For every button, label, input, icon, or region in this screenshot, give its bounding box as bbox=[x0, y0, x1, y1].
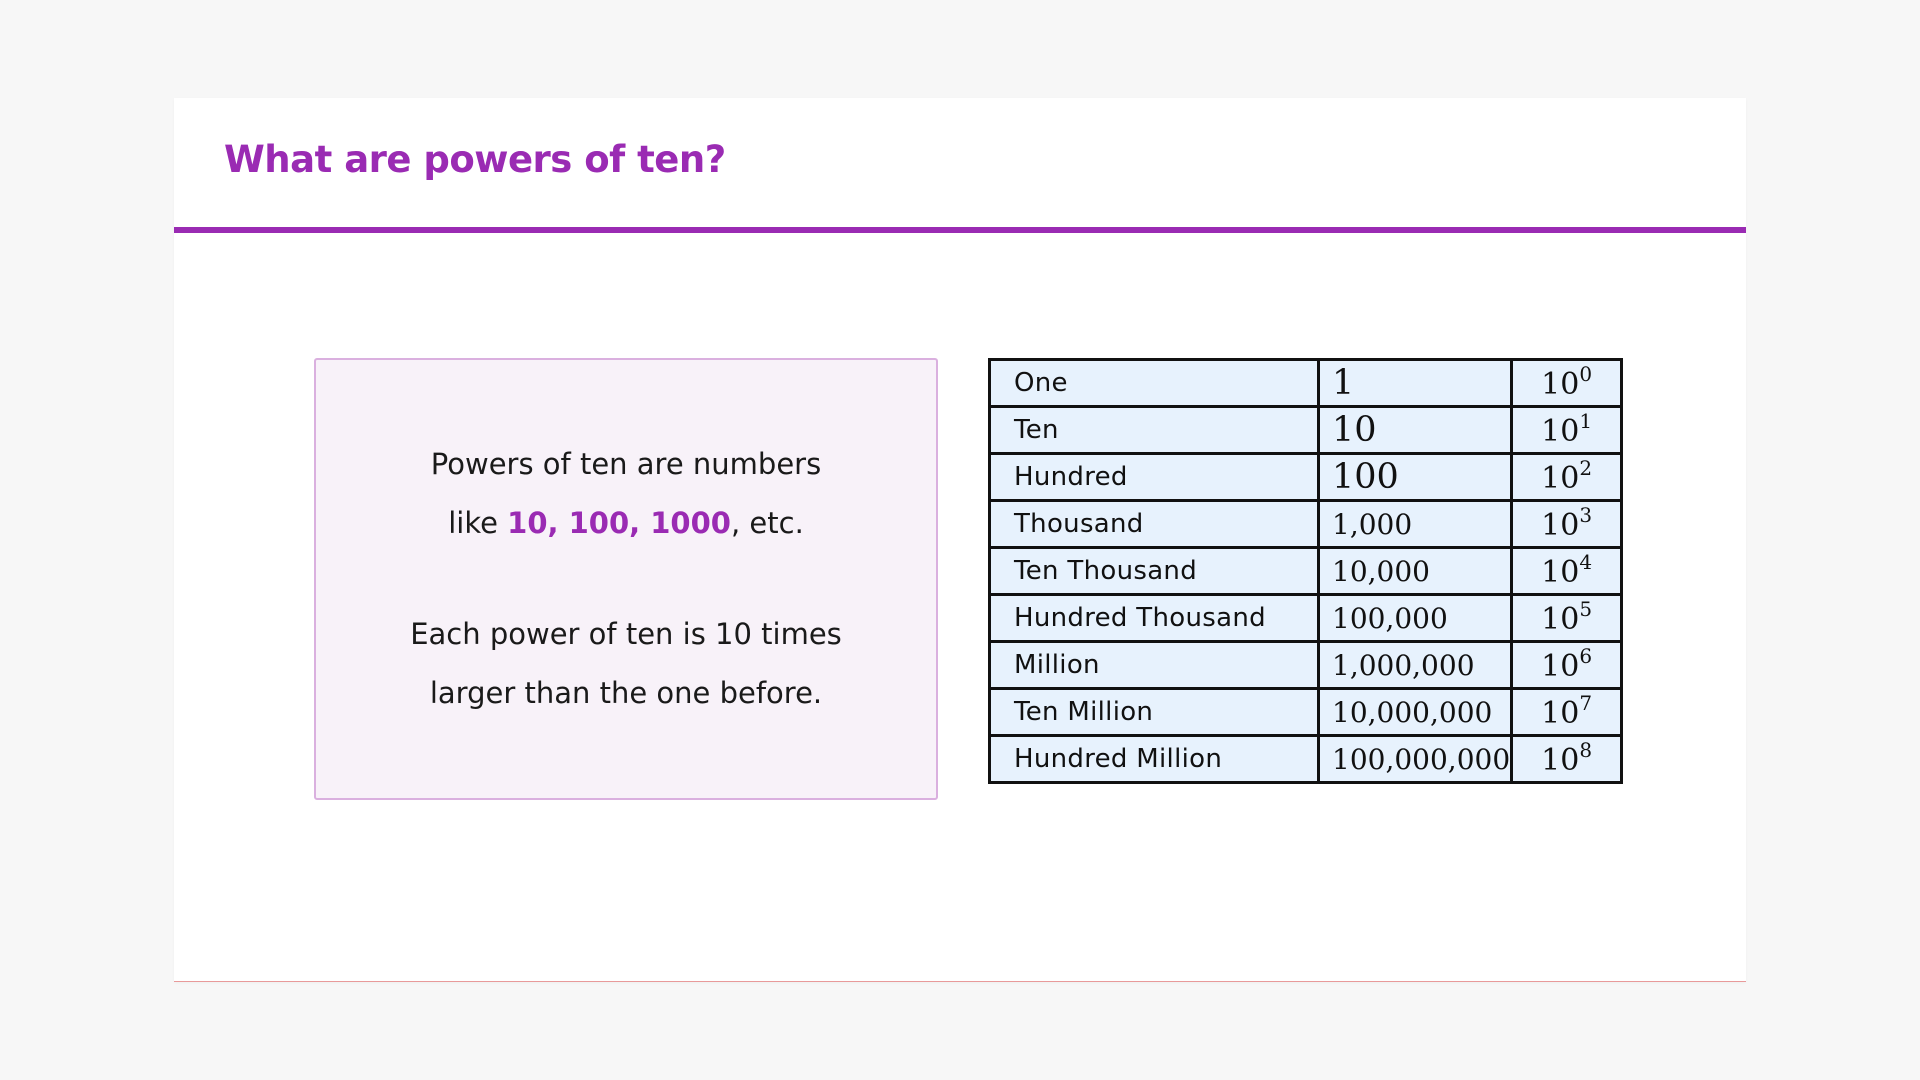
row-name: Hundred Thousand bbox=[990, 595, 1319, 642]
row-name: Ten bbox=[990, 407, 1319, 454]
info-line-2-prefix: like bbox=[448, 506, 508, 540]
power-base: 10 bbox=[1541, 602, 1580, 637]
table-row bbox=[990, 736, 1622, 783]
info-box bbox=[314, 358, 938, 800]
power-exponent: 0 bbox=[1579, 362, 1593, 386]
power-exponent: 5 bbox=[1579, 597, 1593, 621]
table-row bbox=[990, 454, 1622, 501]
power-base: 10 bbox=[1541, 649, 1580, 684]
info-line-1: Powers of ten are numbers bbox=[430, 447, 822, 481]
row-name: Hundred Million bbox=[990, 736, 1319, 783]
row-value: 10 bbox=[1319, 407, 1512, 454]
info-line-4: larger than the one before. bbox=[429, 676, 823, 710]
table-row bbox=[990, 642, 1622, 689]
slide-title: What are powers of ten? bbox=[224, 138, 726, 181]
row-name: Ten Thousand bbox=[990, 548, 1319, 595]
row-value: 1 bbox=[1319, 360, 1512, 407]
slide bbox=[174, 98, 1746, 982]
table-row bbox=[990, 595, 1622, 642]
row-power bbox=[1512, 360, 1622, 407]
row-power bbox=[1512, 689, 1622, 736]
info-highlight-numbers: 10, 100, 1000 bbox=[507, 506, 731, 540]
row-value: 100,000,000 bbox=[1319, 736, 1512, 783]
table-row bbox=[990, 407, 1622, 454]
info-line-2 bbox=[448, 494, 804, 553]
row-name: Thousand bbox=[990, 501, 1319, 548]
row-power bbox=[1512, 736, 1622, 783]
row-value: 1,000,000 bbox=[1319, 642, 1512, 689]
table-row bbox=[990, 360, 1622, 407]
power-base: 10 bbox=[1541, 743, 1580, 778]
row-value: 10,000 bbox=[1319, 548, 1512, 595]
row-name: Ten Million bbox=[990, 689, 1319, 736]
row-name: Hundred bbox=[990, 454, 1319, 501]
info-line-3: Each power of ten is 10 times bbox=[410, 617, 842, 651]
power-base: 10 bbox=[1541, 696, 1580, 731]
power-exponent: 8 bbox=[1579, 738, 1593, 762]
power-base: 10 bbox=[1541, 414, 1580, 449]
power-exponent: 2 bbox=[1579, 456, 1593, 480]
row-power bbox=[1512, 642, 1622, 689]
row-value: 10,000,000 bbox=[1319, 689, 1512, 736]
table-row bbox=[990, 501, 1622, 548]
powers-of-ten-table bbox=[988, 358, 1623, 784]
power-exponent: 7 bbox=[1579, 691, 1593, 715]
row-value: 100,000 bbox=[1319, 595, 1512, 642]
row-power bbox=[1512, 548, 1622, 595]
power-base: 10 bbox=[1541, 367, 1580, 402]
row-power bbox=[1512, 501, 1622, 548]
power-base: 10 bbox=[1541, 508, 1580, 543]
power-exponent: 3 bbox=[1579, 503, 1593, 527]
power-exponent: 4 bbox=[1579, 550, 1593, 574]
row-value: 100 bbox=[1319, 454, 1512, 501]
table-row bbox=[990, 689, 1622, 736]
power-base: 10 bbox=[1541, 555, 1580, 590]
row-power bbox=[1512, 595, 1622, 642]
row-value: 1,000 bbox=[1319, 501, 1512, 548]
row-power bbox=[1512, 407, 1622, 454]
info-line-2-suffix: , etc. bbox=[730, 506, 804, 540]
row-name: One bbox=[990, 360, 1319, 407]
power-base: 10 bbox=[1541, 461, 1580, 496]
title-divider bbox=[174, 227, 1746, 233]
power-exponent: 1 bbox=[1579, 409, 1593, 433]
power-exponent: 6 bbox=[1579, 644, 1593, 668]
table-row bbox=[990, 548, 1622, 595]
row-name: Million bbox=[990, 642, 1319, 689]
row-power bbox=[1512, 454, 1622, 501]
